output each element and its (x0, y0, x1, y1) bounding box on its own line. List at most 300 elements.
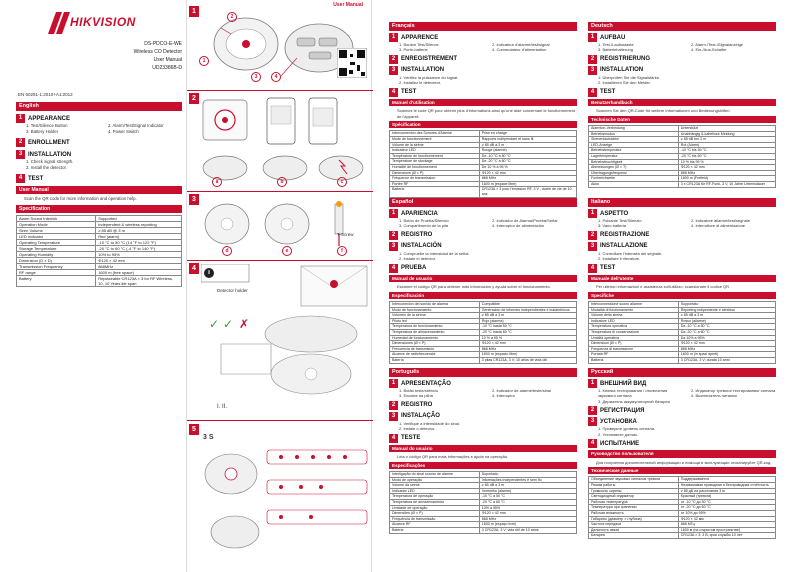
spec-heading: Технические данные (588, 467, 776, 475)
spec-value: ≥ 85 дБ на расстоянии 3 м (678, 488, 775, 494)
spec-value: ≥ 85 dB a 3 m (479, 483, 576, 489)
spec-value: ≥ 85 dB bei 3 m (678, 137, 775, 143)
section-title: INSTALACIÓN (401, 243, 442, 250)
spec-value: Rot (Alarm) (678, 142, 775, 148)
spec-label: Частота передачи (589, 522, 679, 528)
lang-header: Español (389, 198, 577, 207)
callout-label: d (222, 246, 232, 256)
installation-list (588, 75, 776, 86)
section-number: 1 (389, 379, 398, 388)
spec-label: Funkreichweite (589, 176, 679, 182)
section-divider (187, 420, 373, 421)
spec-heading: Specifiche (588, 292, 776, 300)
spec-label: Lagertemperatur (589, 154, 679, 160)
doc-type: User Manual (153, 57, 182, 63)
spec-value: Suportado (479, 472, 576, 478)
list-item: 1. Check signal strength. (26, 159, 74, 164)
user-manual-text: Для получения дополнительной информации и помощи в эксплуатации отсканируйте QR-код. (596, 459, 772, 465)
section-title: INSTALLATION (28, 151, 72, 158)
spec-value: ≥ 85 dB @ 3 m (96, 228, 182, 234)
spec-value: Φ120 × 42 мм (678, 516, 775, 522)
spec-value: 1600 m (espace libre) (479, 181, 576, 187)
section-title: INSTALLAZIONE (600, 243, 648, 250)
section-number: 4 (588, 439, 597, 448)
section-title: REGISTRAZIONE (600, 232, 650, 239)
section-divider (187, 90, 373, 91)
section-title: INSTALLATION (600, 67, 644, 74)
spec-value: Unterstützt (678, 126, 775, 132)
appearance-list (389, 218, 577, 229)
step-badge: 4 (189, 263, 199, 274)
spec-table (588, 301, 776, 364)
spec-value: Compatible (479, 302, 576, 308)
figures-column (186, 0, 372, 572)
section-title: REGISTRO (401, 232, 433, 239)
section-title: TESTE (401, 435, 421, 442)
panel-italian (588, 198, 776, 364)
section-number: 4 (588, 264, 597, 273)
spec-value: Φ120 × 42 mm (479, 170, 576, 176)
spec-label: Modo de operação (390, 477, 480, 483)
spec-label: Dimensioni (Ø × P) (589, 341, 679, 347)
step-badge: 5 (189, 424, 199, 435)
spec-label: Abmessungen (Ø × T) (589, 165, 679, 171)
spec-label: Température de fonctionnement (390, 153, 480, 159)
spec-value: CR123A × 3 pour l'émission RF, 3 V ; durée de vie de 10 ans (479, 187, 576, 197)
spec-table (389, 301, 577, 364)
spec-value: от -20 °C до 60 °C (678, 505, 775, 511)
spec-label: Portata RF (589, 352, 679, 358)
section-title: ASPETTO (600, 210, 629, 217)
spec-value: 3 x CR123A für RF-Funk, 3 V, 10 Jahre Lebensdauer (678, 181, 775, 187)
user-manual-text: Leia o código QR para mais informações e ajuda na operação. (397, 454, 509, 460)
section-title: ENREGISTREMENT (401, 56, 458, 63)
spec-label: Indicatore LED (589, 318, 679, 324)
spec-value: 1600 m (in spazi aperti) (678, 352, 775, 358)
step-badge: 2 (189, 93, 199, 104)
list-item: 3. Compartimento de la pila (399, 223, 448, 229)
installation-list (389, 251, 577, 262)
standard-label: EN 50291-1:2010+A1:2012 (18, 92, 73, 97)
spec-value: Φ120 × 42 mm (678, 165, 775, 171)
spec-value: CR123A × 3; 3 В; срок службы 10 лет (678, 533, 775, 539)
list-item: 2. Indicatore allarme/test/segnale (691, 218, 750, 223)
lang-header: Italiano (588, 198, 776, 207)
list-item: 2. Installez le détecteur. (399, 80, 442, 86)
brand-logo (52, 12, 152, 34)
section-number: 2 (588, 55, 597, 64)
section-title: РЕГИСТРАЦИЯ (600, 407, 645, 414)
step-markers: I. II. (217, 404, 228, 410)
list-item: 3. Encaixe da pilha (399, 393, 433, 399)
section-title: APPARENCE (401, 34, 439, 41)
list-item: 4. Выключатель питания (691, 393, 737, 399)
spec-value: Da 10% a 95% (678, 335, 775, 341)
spec-value: Φ120 × 42 mm (678, 341, 775, 347)
spec-label: Indicateur LED (390, 148, 480, 154)
spec-label: Fréquence de transmission (390, 176, 480, 182)
spec-label: Рабочая температура (589, 499, 679, 505)
user-manual-heading: User Manual (16, 186, 182, 194)
doc-code: UD23386B-D (152, 65, 182, 71)
spec-value: 10% to 95% (96, 252, 182, 258)
user-manual-heading: Manuel d'utilisation (389, 99, 577, 107)
spec-label: Betriebsfeuchtigkeit (589, 159, 679, 165)
section-title: TEST (600, 265, 616, 272)
section-number: 4 (389, 264, 398, 273)
spec-value: Replaceable CR123A × 3 for RF Wireless, 10, 10 Years life span (96, 276, 182, 287)
step-badge: 3 (189, 194, 199, 205)
section-number: 3 (16, 150, 25, 159)
section-number: 2 (588, 406, 597, 415)
spec-value: -10 °C bis 50 °C (678, 148, 775, 154)
spec-value: 868 MHz (479, 516, 576, 522)
spec-value: от -10 °C до 50 °C (678, 499, 775, 505)
list-item: 2. Alarm-/Test-/Signalanzeige (691, 42, 744, 47)
spec-table (16, 215, 182, 287)
section-number: 3 (389, 412, 398, 421)
spec-label: Umidità operativa (589, 335, 679, 341)
spec-heading: Specification (16, 205, 182, 213)
spec-value: 3 pilas CR123A, 3 V; 10 años de vida útil (479, 357, 576, 363)
section-number: 2 (588, 231, 597, 240)
spec-value: Supportato (678, 302, 775, 308)
spec-label: Interconnexion des Sonores d'Alarme (390, 131, 480, 137)
section-title: ВНЕШНИЙ ВИД (600, 380, 647, 387)
spec-value: Φ120 × 42 mm (479, 341, 576, 347)
spec-label: Bateria (390, 527, 480, 533)
section-number: 2 (389, 55, 398, 64)
appearance-list (588, 218, 776, 229)
spec-label: Piloto led (390, 318, 480, 324)
spec-value: Da -10 °C a 50 °C (678, 324, 775, 330)
callout-label: e (282, 246, 292, 256)
section-title: REGISTRO (401, 402, 433, 409)
spec-label: Mode de fonctionnement (390, 137, 480, 143)
installation-list (588, 251, 776, 262)
spec-label: Sirenenlautstärke (589, 137, 679, 143)
list-item: 2. Install the detector. (26, 165, 67, 170)
spec-value: -10 °C hasta 50 °C (479, 324, 576, 330)
spec-value: -20 °C hasta 60 °C (479, 330, 576, 336)
spec-value: ≥ 85 dB a 3 m (479, 313, 576, 319)
list-item: 2. Indicador de alarme/teste/sinal (492, 388, 551, 393)
spec-label: Temperatura de almacenamiento (390, 330, 480, 336)
spec-value: Prise en charge (479, 131, 576, 137)
spec-value: Supported (96, 216, 182, 222)
section-title: ИСПЫТАНИЕ (600, 440, 640, 447)
appearance-list (588, 42, 776, 53)
appearance-list (588, 388, 776, 404)
spec-value: Rapports indépendant et sans fil (479, 137, 576, 143)
spec-value: Поддерживается (678, 477, 775, 483)
spec-row (390, 357, 577, 363)
spec-value: Vermelho (alarme) (479, 488, 576, 494)
spec-value: Independent & wireless reporting (96, 222, 182, 228)
section-number: 2 (389, 231, 398, 240)
spec-label: Batterie (390, 187, 480, 197)
spec-label: Громкость сирены (589, 488, 679, 494)
section-number: 1 (588, 209, 597, 218)
section-number: 4 (389, 88, 398, 97)
spec-table (389, 471, 577, 534)
spec-value: -10 °C a 50 °C (479, 494, 576, 500)
panel-portuguese (389, 368, 577, 534)
spec-value: 1600 m (espaço livre) (479, 522, 576, 528)
list-item: 3. Batteriehalterung (598, 47, 633, 53)
spec-label: Frequência de transmissão (390, 516, 480, 522)
list-item: 4. Commutateur d'alimentation (492, 47, 547, 53)
spec-value: 868 МГц (678, 522, 775, 528)
user-manual-text: Per ulteriori informazioni e assistenza sull'utilizzo, scansionare il codice QR. (596, 284, 731, 290)
spec-row (589, 181, 776, 187)
list-item: 2. Индикатор тревоги/ тестирования/ сигнала (691, 388, 776, 393)
spec-label: Рабочая влажность (589, 511, 679, 517)
spec-row (390, 527, 577, 533)
spec-label: Volume da sirene (390, 483, 480, 489)
list-item: 1. Test-/Lautlostaste (598, 42, 634, 47)
section-title: TEST (401, 89, 417, 96)
section-number: 4 (389, 434, 398, 443)
spec-label: Transmission Frequency (17, 264, 96, 270)
spec-label: Frecuencia de transmisión (390, 346, 480, 352)
section-number: 4 (588, 88, 597, 97)
spec-value: от 10% до 95% (678, 511, 775, 517)
spec-label: Volume della sirena (589, 313, 679, 319)
installation-list (389, 421, 577, 432)
section-number: 3 (588, 66, 597, 75)
spec-label: Température de stockage (390, 159, 480, 165)
spec-heading: Spécification (389, 121, 577, 129)
section-title: APRESENTAÇÃO (401, 380, 451, 387)
user-manual-heading: Manuale dell'utente (588, 275, 776, 283)
section-divider (187, 260, 373, 261)
appearance-list (16, 123, 182, 135)
section-number: 1 (588, 33, 597, 42)
panel-spanish (389, 198, 577, 364)
spec-label: Akku (589, 181, 679, 187)
spec-label: LED-Anzeige (589, 142, 679, 148)
list-item: 3. Battery Holder (26, 129, 59, 134)
spec-label: Режим работы (589, 483, 679, 489)
list-item: 2. Installieren Sie den Melder. (598, 80, 651, 86)
installation-list (16, 159, 182, 171)
lang-header: Português (389, 368, 577, 377)
spec-value: Rojo (alarma) (479, 318, 576, 324)
spec-label: Объединение звуковых сигналов тревоги (589, 477, 679, 483)
list-item: 3. Держатель аккумуляторной батареи (598, 398, 670, 404)
spec-row (390, 187, 577, 197)
spec-label: Alarmton-Verbindung (589, 126, 679, 132)
spec-label: Operation Mode (17, 222, 96, 228)
spec-label: Alarm Sound Interlink (17, 216, 96, 222)
spec-label: Humidité de fonctionnement (390, 165, 480, 171)
spec-label: Батарея (589, 533, 679, 539)
svg-text:✓: ✓ (209, 317, 220, 331)
spec-value: -20 °C to 60 °C (-4 °F to 140 °F) (96, 246, 182, 252)
spec-value: ≥ 85 dB a 3 m (678, 313, 775, 319)
section-number: 1 (389, 33, 398, 42)
enrollment-figure (201, 96, 371, 188)
section-title: TEST (28, 175, 44, 182)
callout-label: a (212, 177, 222, 187)
spec-label: Alcance RF (390, 522, 480, 528)
section-title: УСТАНОВКА (600, 418, 637, 425)
list-item: 2. Instale el detector. (399, 256, 436, 262)
spec-label: RF range (17, 270, 96, 276)
mounting-figure (201, 264, 371, 414)
list-item: 2. Instale o detector. (399, 426, 436, 432)
list-item: 2. Indicateur d'alarme/test/signal (492, 42, 550, 47)
list-item: 1. Vérifiez la puissance du signal. (399, 74, 459, 80)
figure-note: Detector holder (217, 288, 248, 293)
user-manual-heading: Руководство пользователя (588, 450, 776, 458)
spec-value: Φ120 × 42 mm (96, 258, 182, 264)
spec-label: Storage Temperature (17, 246, 96, 252)
panel-french (389, 22, 577, 198)
spec-label: Portée RF (390, 181, 480, 187)
spec-value: Rouge (alarme) (479, 148, 576, 154)
section-number: 1 (389, 209, 398, 218)
list-item: 1. Кнопка тестирования / отключения звукового сигнала (598, 388, 668, 399)
user-manual-heading: Manual de usuario (389, 275, 577, 283)
product-name: Wireless CO Detector (133, 49, 182, 55)
list-item: 4. Power Switch (108, 129, 139, 134)
spec-value: Reporting indipendente e wireless (678, 307, 775, 313)
spec-value: De 10 % à 95 % (479, 165, 576, 171)
list-item: 4. Interruttore di alimentazione (691, 223, 746, 229)
section-number: 2 (389, 401, 398, 410)
section-number: 3 (588, 242, 597, 251)
spec-label: Operating Humidity (17, 252, 96, 258)
spec-label: Temperatura de armazenamento (390, 500, 480, 506)
spec-value: 10 % a 95 % (479, 335, 576, 341)
section-title: TEST (600, 89, 616, 96)
figure-header: User Manual (333, 2, 363, 8)
spec-label: Frequenza di trasmissione (589, 346, 679, 352)
spec-label: Temperatura de operação (390, 494, 480, 500)
section-number: 3 (389, 66, 398, 75)
section-number: 1 (588, 379, 597, 388)
spec-label: LED Indicator (17, 234, 96, 240)
user-manual-text: Scan the QR code for more information and operation help. (24, 196, 137, 201)
spec-label: Betriebstemperatur (589, 148, 679, 154)
list-item: 1. Überprüfen Sie die Signalstärke. (598, 74, 661, 80)
spec-label: Dimensions (Ø × P) (390, 170, 480, 176)
spec-value: 868 MHz (678, 346, 775, 352)
spec-value: -10 °C to 50 °C (14 °F to 122 °F) (96, 240, 182, 246)
spec-value: Φ120 × 42 mm (479, 511, 576, 517)
spec-value: 868 MHz (479, 346, 576, 352)
callout-label: 1 (199, 56, 209, 66)
press-duration: 3 S (203, 434, 214, 441)
spec-row (390, 307, 577, 313)
appearance-list (389, 42, 577, 53)
list-item: 1. Bouton Test/Silence (399, 42, 439, 47)
spec-label: Betriebsmodus (589, 131, 679, 137)
spec-label: Batería (390, 357, 480, 363)
spec-value: 3 CR123A, 3 V; durata 10 anni (678, 357, 775, 363)
model-number: DS-PDCO-E-WE (144, 41, 182, 47)
list-item: 4. Interruptor de alimentación (492, 223, 545, 229)
english-section (16, 102, 182, 287)
spec-value: De -20 °C à 60 °C (479, 159, 576, 165)
spec-value: 868 MHz (479, 176, 576, 182)
spec-label: Humedad de funcionamiento (390, 335, 480, 341)
spec-value: Informações independentes e sem fio (479, 477, 576, 483)
spec-label: Alcance de radiofrecuencia (390, 352, 480, 358)
spec-heading: Especificación (389, 292, 577, 300)
spec-value: 1600 m (espacio libre) (479, 352, 576, 358)
spec-value: ≥ 85 dB à 3 m (479, 142, 576, 148)
callout-label: 2 (227, 12, 237, 22)
spec-label: Температура при хранении (589, 505, 679, 511)
list-item: 4. Ein-/Aus-Schalter (691, 47, 727, 53)
list-item: 1. Botón de Prueba/Silencio (399, 218, 449, 223)
spec-label: Interligação do sinal sonoro de alarme (390, 472, 480, 478)
spec-label: Temperatura di conservazione (589, 330, 679, 336)
panel-german (588, 22, 776, 188)
spec-label: Batteria (589, 357, 679, 363)
spec-label: Umidade de operação (390, 505, 480, 511)
spec-label: Габариты (диаметр × глубина) (589, 516, 679, 522)
lang-header: Deutsch (588, 22, 776, 31)
installation-list (588, 426, 776, 437)
section-number: 1 (16, 114, 25, 123)
list-item: 1. Controllare l'intensità del segnale. (598, 250, 663, 256)
section-title: INSTALAÇÃO (401, 413, 440, 420)
spec-heading: Especificações (389, 462, 577, 470)
spec-value: 1600 m (Freifeld) (678, 176, 775, 182)
spec-label: Modalità di funzionamento (589, 307, 679, 313)
panel-russian (588, 368, 776, 539)
spec-value: 1600 m (free space) (96, 270, 182, 276)
spec-label: Temperatura de funcionamiento (390, 324, 480, 330)
list-item: 1. Pulsante Test/Silenzio (598, 218, 642, 223)
product-block (16, 40, 182, 72)
spec-value: Generación de informes independientes e inalámbricos (479, 307, 576, 313)
spec-value: -20 °C bis 60 °C (678, 154, 775, 160)
spec-label: Volumen de la sirena (390, 313, 480, 319)
list-item: 2. Indicador de Alarma/Prueba/Señal (492, 218, 558, 223)
user-manual-text: Scannen Sie den QR-Code für weitere Informationen und Bedienungshilfen. (596, 108, 731, 114)
section-title: ENROLLMENT (28, 139, 70, 146)
section-title: APARIENCIA (401, 210, 438, 217)
section-title: APPEARANCE (28, 115, 71, 122)
spec-label: Battery (17, 276, 96, 287)
spec-label: Светодиодный индикатор (589, 494, 679, 500)
spec-label: Modo de funcionamiento (390, 307, 480, 313)
svg-text:✗: ✗ (239, 317, 250, 331)
user-manual-heading: Benutzerhandbuch (588, 99, 776, 107)
section-title: AUFBAU (600, 34, 626, 41)
spec-value: Unabhängig & kabellose Meldung (678, 131, 775, 137)
spec-label: Interconnessione suono allarme (589, 302, 679, 308)
lang-header: Français (389, 22, 577, 31)
list-item: 1. Compruebe la intensidad de la señal. (399, 250, 470, 256)
spec-label: Indicador LED (390, 488, 480, 494)
qr-code-icon (337, 48, 367, 78)
spec-label: Übertragungsfrequenz (589, 170, 679, 176)
spec-value: Da -20 °C a 60 °C (678, 330, 775, 336)
section-number: 3 (389, 242, 398, 251)
section-number: 3 (588, 417, 597, 426)
spec-label: Interconexión del sonido de alarma (390, 302, 480, 308)
spec-value: 868MHz (96, 264, 182, 270)
spec-value: Независимая проводная и беспроводная отчётность (678, 483, 775, 489)
spec-value: 3 CR123A, 3 V; vida útil de 10 anos (479, 527, 576, 533)
spec-row (589, 357, 776, 363)
